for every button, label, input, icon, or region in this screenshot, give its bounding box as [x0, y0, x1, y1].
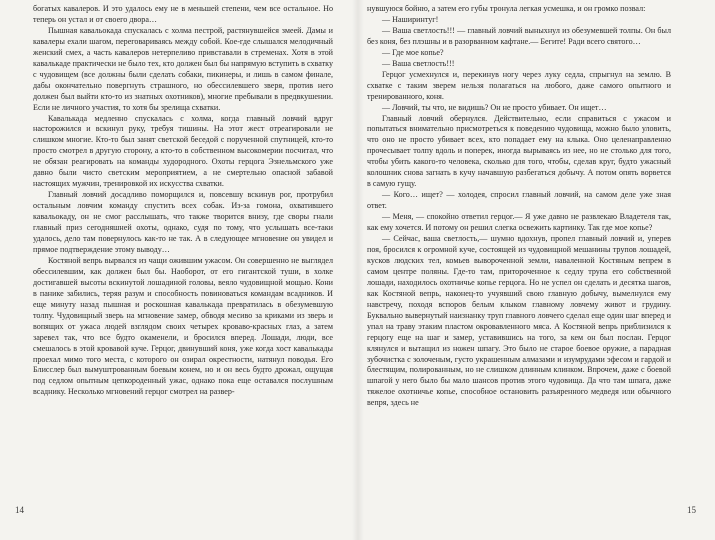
- right-text-column: [367, 4, 671, 409]
- paragraph: — Ловчий, ты что, не видишь? Он не просто убивает. Он ищет…: [382, 102, 607, 112]
- paragraph: — Ваша светлость!!!: [382, 58, 455, 68]
- paragraph: Главный ловчий обернулся. Действительно, если справиться с ужасом и попытаться внимательно присмотреться к поведению чудовища, можно было уловить, что оно не просто убивает всех, кто попадает ему на клыка. Оно целенаправленно прочесывает толпу вдоль и поперек, иногда вырываясь из нее, но не столько для того, чтобы убить какого-то человека, сколько для того, чтобы, сделав круг, будто ужасный колошник снова загнать в кучу начавшую разбегаться добычу. А потом опять ворвется в самую гущу.: [367, 113, 671, 189]
- page-number-right: 15: [687, 505, 696, 515]
- paragraph: Костяной вепрь вырвался из чащи ожившим ужасом. Он совершенно не выглядел обессилевшим, как должен был бы. Наоборот, от его гигантской туши, в холке достигавшей высоты вскинутой лошадиной головы, веяло чудовищной мощью. Кони в панике забились, теряя разум и способность повиноваться командам всадников. И еще минуту назад пышная и роскошная кавалькада превратилась в обезумевшую толпу. Чудовищный зверь на мгновение замер, обводя месиво за криками из зверь и вопящих от ужаса людей взглядом своих четырех кроваво-красных глаз, а затем заревел так, что все будто окаменели, и бросился вперед. Лошади, люди, все смешалось в этой кровавой куче. Герцог, двинувший коня, уже когда хост кавалькады проехал мимо того места, с которого он озирал окрестности, натянул поводья. Его Блисслер был вымуштрованным боевым конем, но и он весь будто дрожал, ощущая под седлом опытным цепкороденный ужас, однако пока еще оставался послушным всаднику. Несколько мгновений герцог смотрел на развер-: [33, 255, 333, 397]
- paragraph: Главный ловчий досадливо поморщился и, повсевшу вскинув рог, протрубил остальным ловчим команду спустить всех собак. Из-за гомона, охватившего кавальокаду, он не смог расслышать, что также творится внизу, где своры гнали главный приз сегодняшней охоты, однако, судя по тому, что услышать все-таки удалось, дело там повернулось как-то не так. А в следующее мгновение он увидел и прямое подтверждение этому выводу…: [33, 190, 333, 254]
- paragraph: нувшуюся бойню, а затем его губы тронула легкая усмешка, и он громко позвал:: [367, 4, 646, 13]
- left-text-column: [33, 4, 333, 398]
- paragraph: — Кого… ищет? — холодея, спросил главный ловчий, на самом деле уже зная ответ.: [367, 190, 671, 211]
- paragraph: — Наширинтуг!: [382, 14, 439, 24]
- page-number-left: 14: [15, 505, 24, 515]
- paragraph: Пышная кавальокада спускалась с холма пестрой, растянувшейся змеей. Дамы и кавалеры ехали шагом, переговариваясь между собой. Кое-где слышался мелодичный женский смех, а часть кавалеров нетерпеливо привставали в стременах. Хотя в этой кавалькаде практически не было тех, кто должен был бы напрямую вступить в схватку с чудовищем (все должны были сделать собаки, пикинеры, и лишь в самом финале, дабы окончательно повергнуть страшного, но обессилевшего зверя, против него должен был выйти кто-то из знатных охотников), многие пребывали в предвкушении. Если не личного участия, то хотя бы зрелища схватки.: [33, 25, 333, 112]
- paragraph: — Ваша светлость!!! — главный ловчий выныхнул из обезумевшей толпы. Он был без коня, без плэшны и в разорванном кафтане.— Бегите! Ради всего святого…: [367, 25, 671, 46]
- left-page: [0, 0, 357, 540]
- paragraph: — Меня, — спокойно ответил герцог.— Я уже давно не развлекаю Владетеля так, как ему хочется. И потому он решил слегка освежить картинку. Так где мое копье?: [367, 212, 671, 233]
- paragraph: Герцог усмехнулся и, перекинув ногу через луку седла, спрыгнул на землю. В схватке с таким зверем нельзя полагаться на любого, даже самого опытного и тренированного, коня.: [367, 69, 671, 101]
- paragraph: — Где мое копье?: [382, 47, 444, 57]
- paragraph: Кавалькада медленно спускалась с холма, когда главный ловчий вдруг насторожился и вскинул руку, требуя тишины. На этот жест отреагировали не слишком многие. Кто-то был занят светской беседой с порученной спутницей, кто-то просто смотрел в другую сторону, а кто-то в собственном высокомерии посчитал, что не обязан реагировать на команды худородного. Охоты герцога Эзнельмского уже давно были чисто светским мероприятием, а не смертельно опасной забавой настоящих мужчин, тренировкой их искусства схватки.: [33, 113, 333, 189]
- paragraph: — Сейчас, ваша светлость,— шумно вдохнув, пропел главный ловчий и, уперев поя, бросился к огромной куче, состоящей из чудовищной мешанины трупов лошадей, кусков людских тел, комьев вывороченной земли, наваленной Костяным вепрем в самом центре поляны. Где-то там, притороченное к седлу трупа его собственной лошади, находилось охотничье копье герцога. Но не успел он сделать и десятка шагов, как Костяной вепрь, наконец-то учуявший свою главную добычу, вымелнулся ему навстречу, походя вспоров белым клыком главному ловчему живот и грудину. Буквально вывернутый наизнанку труп главного ловчего сделал еще один шаг вперед и упал на траву этаким пластом окровавленного мяса. А Костяной вепрь приблизился к герцогу еще на шаг и замер, уставившись на того, за кем он был послан. Герцог клянулся и вытащил из ножен шпагу. Это было не старое боевое оружие, а парадная зубочистка с золоченым, густо украшенным алмазами и изумрудами эфесом и гардой и блестящим, полированным, но не слишком длинным клинком. Впрочем, даже с боевой шпагой у него было бы мало шансов против этого чудовища. Да что там шпага, даже тяжелое охотничье копье, способное остановить разъяренного медведя или обычного вепря, здесь не: [367, 234, 671, 408]
- right-page: [357, 0, 715, 540]
- paragraph: богатых кавалеров. И это удалось ему не в меньшей степени, чем все остальное. Но теперь он устал и от своего двора…: [33, 4, 333, 24]
